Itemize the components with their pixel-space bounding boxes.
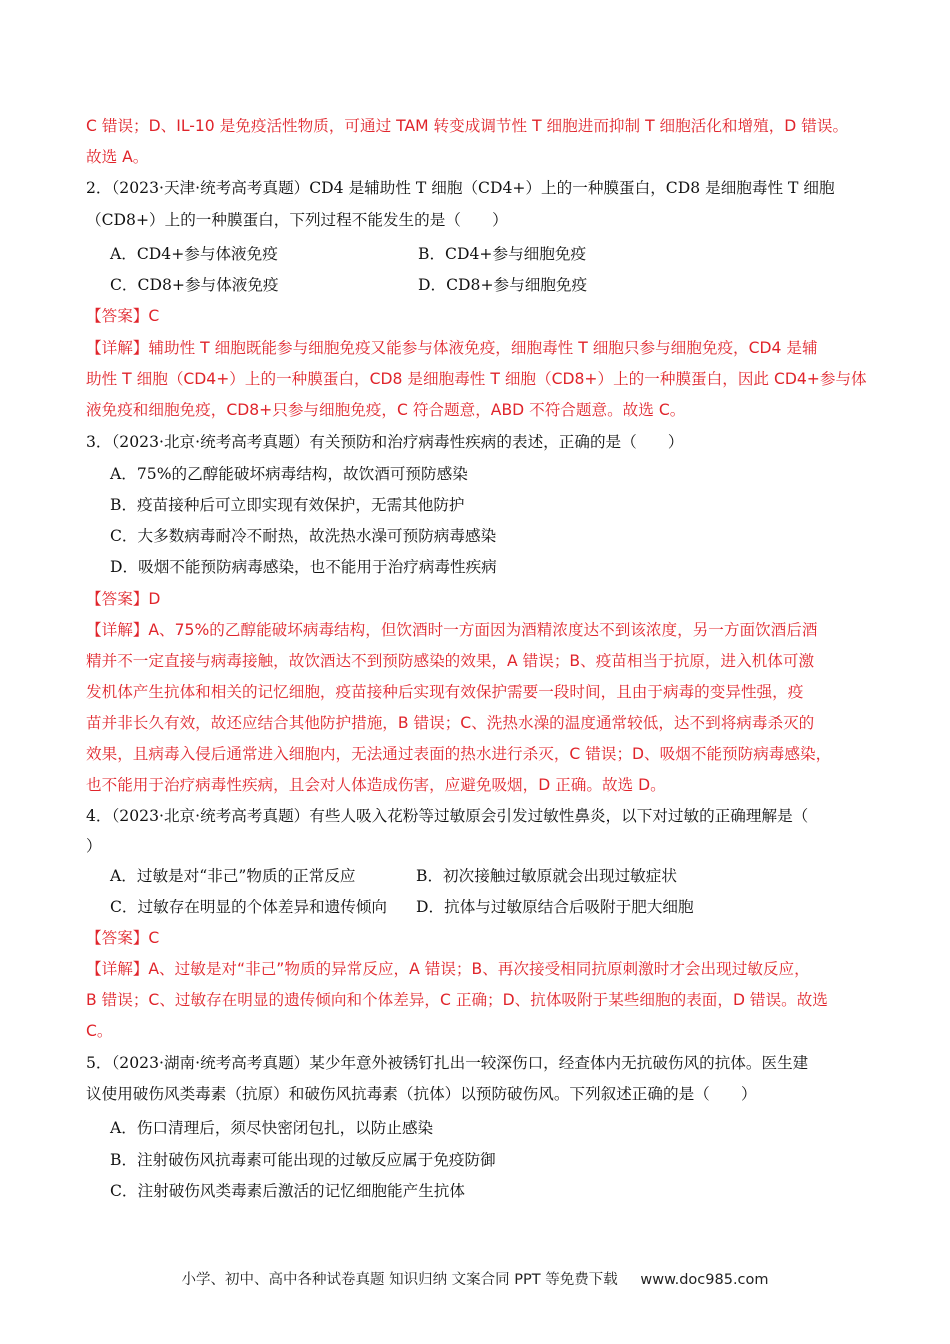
- q3-stem: 3．（2023·北京·统考高考真题）有关预防和治疗病毒性疾病的表述，正确的是（ ）: [86, 433, 684, 451]
- q4-option-c: C．过敏存在明显的个体差异和遗传倾向: [110, 898, 388, 916]
- q2-detail-line: 液免疫和细胞免疫，CD8+只参与细胞免疫，C 符合题意，ABD 不符合题意。故选 C。: [86, 401, 686, 419]
- q5-option-c: C．注射破伤风类毒素后激活的记忆细胞能产生抗体: [110, 1182, 465, 1200]
- q4-option-d: D．抗体与过敏原结合后吸附于肥大细胞: [416, 898, 694, 916]
- q4-option-a: A．过敏是对“非己”物质的正常反应: [110, 867, 356, 885]
- q3-option-c: C．大多数病毒耐冷不耐热，故洗热水澡可预防病毒感染: [110, 527, 497, 545]
- q2-detail-line: 【详解】辅助性 T 细胞既能参与细胞免疫又能参与体液免疫，细胞毒性 T 细胞只参与细胞免疫，CD4 是辅: [86, 339, 818, 357]
- q3-detail-line: 发机体产生抗体和相关的记忆细胞，疫苗接种后实现有效保护需要一段时间，且由于病毒的变异性强，疫: [86, 683, 804, 701]
- q5-stem: 5．（2023·湖南·统考高考真题）某少年意外被锈钉扎出一较深伤口，经查体内无抗破伤风的抗体。医生建: [86, 1054, 809, 1072]
- q4-detail-line: C。: [86, 1022, 113, 1040]
- q4-options-row: [110, 897, 870, 917]
- q3-option-d: D．吸烟不能预防病毒感染，也不能用于治疗病毒性疾病: [110, 558, 497, 576]
- q5-option-b: B．注射破伤风抗毒素可能出现的过敏反应属于免疫防御: [110, 1151, 496, 1169]
- footer-text: 小学、初中、高中各种试卷真题 知识归纳 文案合同 PPT 等免费下载: [181, 1272, 618, 1288]
- q2-option-c: C．CD8+参与体液免疫: [110, 276, 279, 294]
- q4-stem: ）: [86, 837, 102, 855]
- footer-site-link[interactable]: www.doc985.com: [640, 1272, 769, 1288]
- q2-stem: （CD8+）上的一种膜蛋白，下列过程不能发生的是（ ）: [86, 211, 508, 229]
- q3-detail-line: 也不能用于治疗病毒性疾病，且会对人体造成伤害，应避免吸烟，D 正确。故选 D。: [86, 776, 666, 794]
- q4-option-b: B．初次接触过敏原就会出现过敏症状: [416, 867, 677, 885]
- q2-detail-line: 助性 T 细胞（CD4+）上的一种膜蛋白，CD8 是细胞毒性 T 细胞（CD8+）上的一种膜蛋白，因此 CD4+参与体: [86, 370, 867, 388]
- q4-options-row: [110, 866, 870, 886]
- q4-detail-line: 【详解】A、过敏是对“非己”物质的异常反应，A 错误；B、再次接受相同抗原刺激时才会出现过敏反应，: [86, 960, 810, 978]
- q2-option-b: B．CD4+参与细胞免疫: [418, 245, 587, 263]
- q5-stem: 议使用破伤风类毒素（抗原）和破伤风抗毒素（抗体）以预防破伤风。下列叙述正确的是（ ）: [86, 1085, 757, 1103]
- q2-option-a: A．CD4+参与体液免疫: [110, 245, 278, 263]
- q4-detail-line: B 错误；C、过敏存在明显的遗传倾向和个体差异，C 正确；D、抗体吸附于某些细胞的表面，D 错误。故选: [86, 991, 828, 1009]
- q3-detail-line: 【详解】A、75%的乙醇能破坏病毒结构，但饮酒时一方面因为酒精浓度达不到该浓度，另一方面饮酒后酒: [86, 621, 818, 639]
- q1-detail-line: 故选 A。: [86, 148, 149, 166]
- q5-option-a: A．伤口清理后，须尽快密闭包扎，以防止感染: [110, 1119, 434, 1137]
- q4-stem: 4．（2023·北京·统考高考真题）有些人吸入花粉等过敏原会引发过敏性鼻炎，以下对过敏的正确理解是（: [86, 807, 809, 825]
- q2-options-row: [110, 275, 870, 295]
- page-footer: [0, 1268, 950, 1289]
- q2-option-d: D．CD8+参与细胞免疫: [418, 276, 588, 294]
- q3-detail-line: 苗并非长久有效，故还应结合其他防护措施，B 错误；C、洗热水澡的温度通常较低，达不到将病毒杀灭的: [86, 714, 815, 732]
- q3-option-b: B．疫苗接种后可立即实现有效保护，无需其他防护: [110, 496, 465, 514]
- q3-answer: 【答案】D: [86, 590, 161, 608]
- q4-answer: 【答案】C: [86, 929, 160, 947]
- q3-option-a: A．75%的乙醇能破坏病毒结构，故饮酒可预防感染: [110, 465, 468, 483]
- q2-answer: 【答案】C: [86, 307, 160, 325]
- q1-detail-line: C 错误；D、IL-10 是免疫活性物质，可通过 TAM 转变成调节性 T 细胞进而抑制 T 细胞活化和增殖，D 错误。: [86, 117, 849, 135]
- q3-detail-line: 效果，且病毒入侵后通常进入细胞内，无法通过表面的热水进行杀灭，C 错误；D、吸烟不能预防病毒感染，: [86, 745, 832, 763]
- q3-detail-line: 精并不一定直接与病毒接触，故饮酒达不到预防感染的效果，A 错误；B、疫苗相当于抗原，进入机体可激: [86, 652, 815, 670]
- q2-stem: 2．（2023·天津·统考高考真题）CD4 是辅助性 T 细胞（CD4+）上的一种膜蛋白，CD8 是细胞毒性 T 细胞: [86, 179, 835, 197]
- q2-options-row: [110, 244, 870, 264]
